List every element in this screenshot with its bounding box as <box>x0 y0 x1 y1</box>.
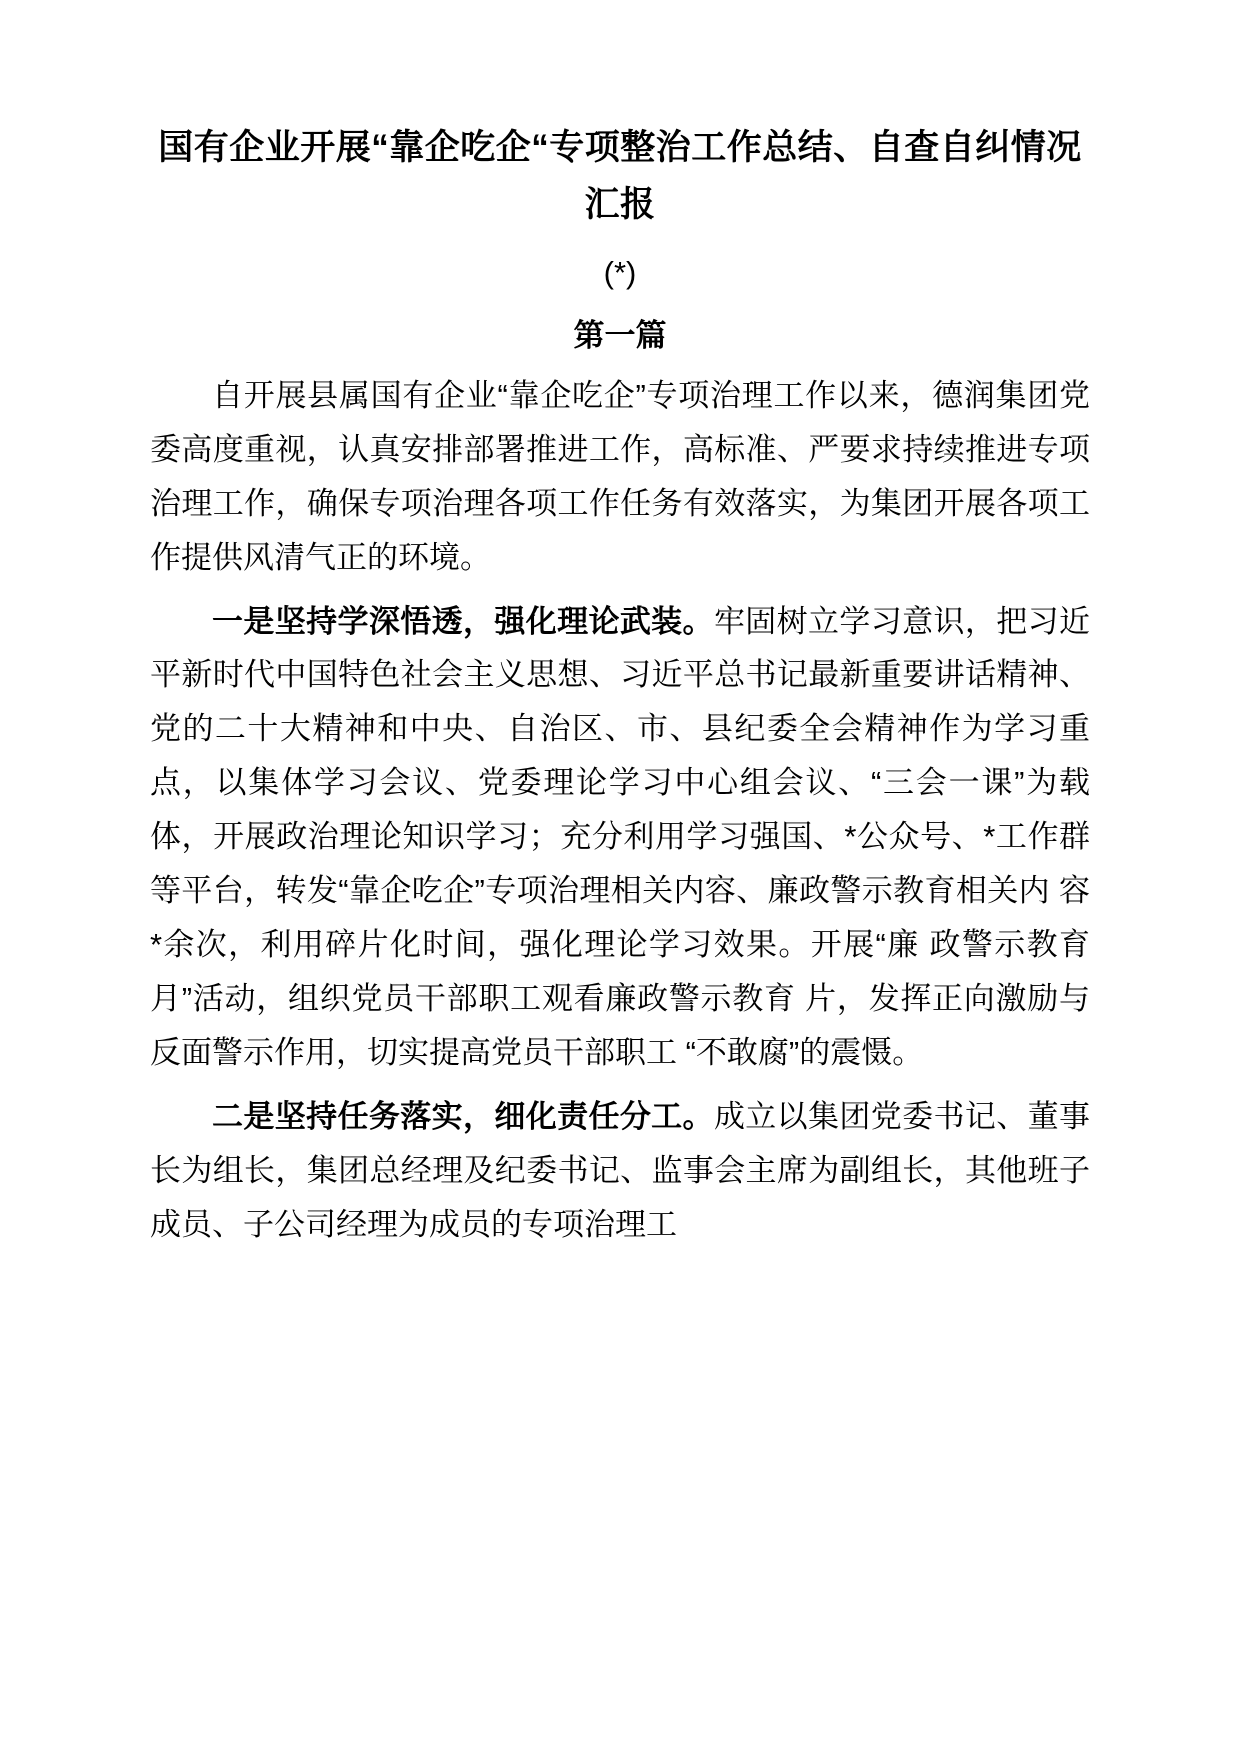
paragraph-point-two-text: 成立以集团党委书记、董事长为组长，集团总经理及纪委书记、监事会主席为副组长，其他班子成员、子公司经理为成员的专项治理工 <box>150 1098 1091 1242</box>
paragraph-point-one-text: 牢固树立学习意识，把习近平新时代中国特色社会主义思想、习近平总书记最新重要讲话精神、党的二十大精神和中央、自治区、市、县纪委全会精神作为学习重点，以集体学习会议、党委理论学习中心组会议、“三会一课”为载体，开展政治理论知识学习；充分利用学习强国、*公众号、*工作群等平台，转发“靠企吃企”专项治理相关内容、廉政警示教育相关内 容*余次，利用碎片化时间，强化理论学习效果。开展“廉 政警示教育月”活动，组织党员干部职工观看廉政警示教育 片，发挥正向激励与反面警示作用，切实提高党员干部职工 “不敢腐”的震慑。 <box>150 603 1091 1070</box>
page-title: 国有企业开展“靠企吃企“专项整治工作总结、自查自纠情况汇报 <box>158 128 1082 224</box>
document-subtitle: (*) <box>603 255 637 291</box>
paragraph-point-two <box>150 1090 1090 1252</box>
paragraph-intro-text: 自开展县属国有企业“靠企吃企”专项治理工作以来，德润集团党委高度重视，认真安排部署推进工作，高标准、严要求持续推进专项治理工作，确保专项治理各项工作任务有效落实，为集团开展各项工作提供风清气正的环境。 <box>150 377 1090 575</box>
section-heading: 第一篇 <box>573 318 667 354</box>
paragraph-point-one <box>150 595 1090 1080</box>
paragraph-point-one-lead: 一是坚持学深悟透，强化理论武装。 <box>212 603 714 639</box>
paragraph-point-two-lead: 二是坚持任务落实，细化责任分工。 <box>212 1098 714 1134</box>
paragraph-intro <box>150 369 1090 585</box>
